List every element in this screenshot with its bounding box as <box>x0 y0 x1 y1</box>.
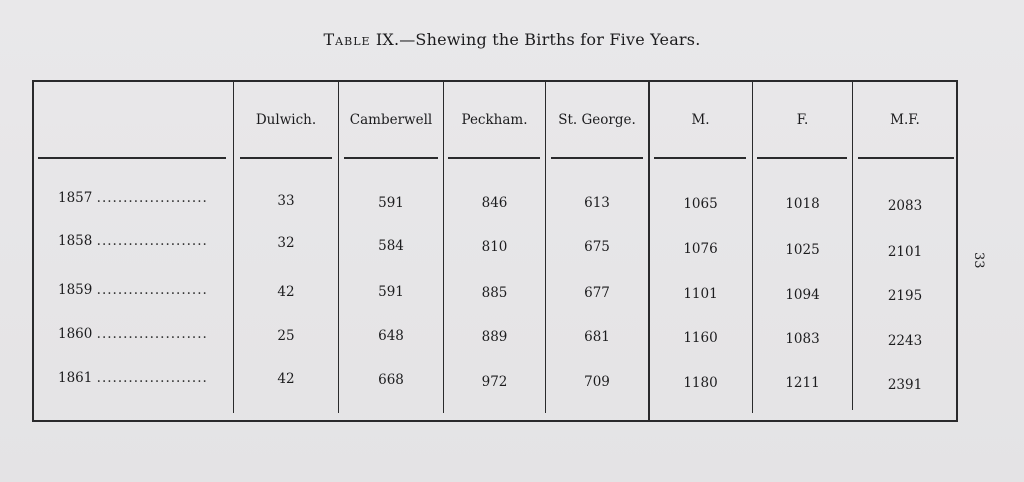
table-cell: 668 <box>378 372 404 388</box>
table-cell: 1025 <box>785 242 820 258</box>
table-cell: 1065 <box>683 196 718 212</box>
table-cell: 591 <box>378 284 404 300</box>
header-rule <box>757 157 847 159</box>
table-cell: 591 <box>378 195 404 211</box>
table-cell: 1083 <box>785 331 820 347</box>
table-cell: 1018 <box>785 196 820 212</box>
table-cell: 648 <box>378 328 404 344</box>
table-cell: 25 <box>277 328 295 344</box>
row-year-label <box>58 190 234 206</box>
table-cell: 1076 <box>683 241 718 257</box>
table-cell: 1160 <box>683 330 718 346</box>
column-header-camberwell: Camberwell <box>349 112 433 128</box>
table-cell: 972 <box>481 374 508 390</box>
dot-leader: ..................... <box>96 370 208 386</box>
table-cell: 810 <box>481 239 508 255</box>
row-year-label <box>58 326 234 342</box>
table-cell: 2101 <box>887 244 923 260</box>
table-cell: 846 <box>481 195 508 211</box>
table-cell: 1094 <box>785 287 820 303</box>
dot-leader: ..................... <box>96 233 208 249</box>
table-cell: 681 <box>584 329 610 345</box>
header-rule <box>38 157 226 159</box>
column-header-dulwich: Dulwich. <box>255 112 317 128</box>
table-cell: 1180 <box>683 375 718 391</box>
row-year: 1861 <box>58 370 93 386</box>
table-cell: 2243 <box>887 333 923 349</box>
column-header-peckham: Peckham. <box>461 112 528 128</box>
header-rule <box>551 157 643 159</box>
header-rule <box>448 157 540 159</box>
header-rule <box>344 157 438 159</box>
row-year: 1860 <box>58 326 93 342</box>
header-rule <box>654 157 746 159</box>
table-cell: 1101 <box>683 286 718 302</box>
table-title-text: IX.—Shewing the Births for Five Years. <box>370 30 701 49</box>
row-year-label <box>58 233 234 249</box>
table-title-prefix: Table <box>323 30 371 49</box>
table-cell: 42 <box>277 371 295 387</box>
table-cell: 2083 <box>887 198 923 214</box>
table-cell: 42 <box>277 284 295 300</box>
table-title <box>0 30 1024 49</box>
table-cell: 584 <box>378 238 404 254</box>
table-cell: 709 <box>584 374 610 390</box>
dot-leader: ..................... <box>96 190 208 206</box>
table-cell: 889 <box>481 329 508 345</box>
table-cell: 2391 <box>887 377 923 393</box>
row-year-label <box>58 370 234 386</box>
table-cell: 677 <box>584 285 610 301</box>
page-number: 33 <box>971 252 986 269</box>
table-cell: 885 <box>481 285 508 301</box>
dot-leader: ..................... <box>96 326 208 342</box>
table-cell: 32 <box>277 235 295 251</box>
column-header-total: M.F. <box>890 112 920 128</box>
table-cell: 2195 <box>887 288 923 304</box>
dot-leader: ..................... <box>96 282 208 298</box>
header-rule <box>240 157 332 159</box>
table-cell: 613 <box>584 195 610 211</box>
table-cell: 33 <box>277 193 295 209</box>
row-year: 1858 <box>58 233 93 249</box>
column-header-female: F. <box>796 112 809 128</box>
table-cell: 675 <box>584 239 610 255</box>
row-year: 1859 <box>58 282 93 298</box>
column-header-male: M. <box>691 112 710 128</box>
row-year-label <box>58 282 234 298</box>
table-cell: 1211 <box>785 375 820 391</box>
header-rule <box>858 157 954 159</box>
row-year: 1857 <box>58 190 93 206</box>
column-header-st-george: St. George. <box>558 112 636 128</box>
